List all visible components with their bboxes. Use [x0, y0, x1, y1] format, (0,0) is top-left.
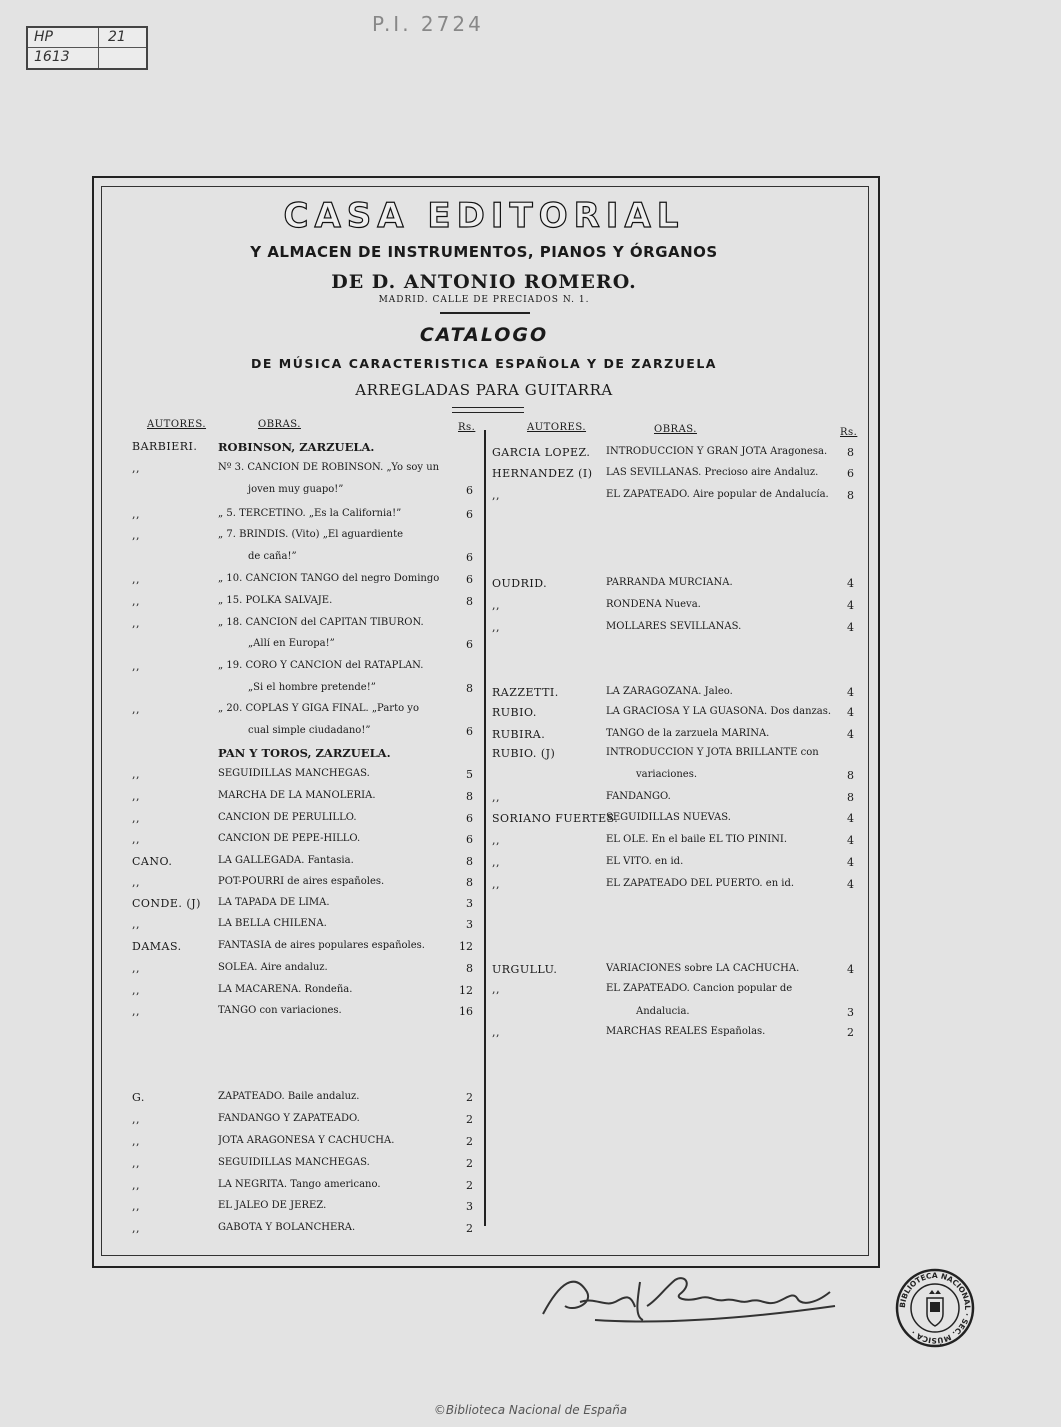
right-header-autores: AUTORES. — [527, 422, 587, 433]
catalog-author: OUDRID. — [492, 577, 548, 590]
catalog-work: ROBINSON, ZARZUELA. — [218, 440, 375, 454]
catalog-work: LA BELLA CHILENA. — [218, 918, 327, 929]
catalog-author: ,, — [132, 812, 140, 825]
catalog-work: MARCHAS REALES Españolas. — [606, 1026, 766, 1037]
catalog-price: 4 — [847, 856, 854, 869]
catalog-price: 16 — [459, 1005, 473, 1018]
catalog-author: ,, — [132, 790, 140, 803]
catalog-work: MOLLARES SEVILLANAS. — [606, 621, 742, 632]
catalog-author: ,, — [132, 660, 140, 673]
catalog-author: ,, — [132, 876, 140, 889]
catalog-price: 4 — [847, 706, 854, 719]
catalog-work: EL OLE. En el baile EL TIO PININI. — [606, 834, 788, 845]
catalog-work: LA NEGRITA. Tango americano. — [218, 1179, 381, 1190]
catalog-price: 2 — [847, 1026, 854, 1039]
catalog-author: SORIANO FUERTES. — [492, 812, 619, 825]
catalog-author: ,, — [492, 791, 500, 804]
catalog-price: 3 — [847, 1006, 854, 1019]
catalog-work: INTRODUCCION Y GRAN JOTA Aragonesa. — [606, 446, 828, 457]
catalog-author: ,, — [132, 1179, 140, 1192]
catalog-work: MARCHA DE LA MANOLERIA. — [218, 790, 376, 801]
catalog-work: ZAPATEADO. Baile andaluz. — [218, 1091, 360, 1102]
catalog-author: ,, — [492, 856, 500, 869]
catalog-work: EL ZAPATEADO DEL PUERTO. en id. — [606, 878, 795, 889]
pencil-mark: P.I. 2724 — [372, 12, 484, 36]
catalog-work: TANGO de la zarzuela MARINA. — [606, 728, 770, 739]
catalog-price: 2 — [466, 1222, 473, 1235]
catalog-price: 8 — [466, 962, 473, 975]
catalog-price: 8 — [466, 595, 473, 608]
catalog-work: LA MACARENA. Rondeña. — [218, 984, 353, 995]
catalog-price: 8 — [466, 855, 473, 868]
catalog-price: 6 — [466, 551, 473, 564]
left-header-autores: AUTORES. — [147, 419, 207, 430]
catalog-price: 8 — [847, 791, 854, 804]
catalog-price: 4 — [847, 577, 854, 590]
catalog-work: cual simple ciudadano!” — [248, 725, 371, 736]
catalog-work: TANGO con variaciones. — [218, 1005, 342, 1016]
catalog-author: ,, — [132, 833, 140, 846]
catalog-work: LA ZARAGOZANA. Jaleo. — [606, 686, 733, 697]
catalog-work: joven muy guapo!” — [248, 484, 344, 495]
catalog-work: SEGUIDILLAS MANCHEGAS. — [218, 768, 370, 779]
catalog-heading: CATALOGO — [419, 324, 549, 346]
catalog-author: ,, — [492, 834, 500, 847]
catalog-price: 4 — [847, 963, 854, 976]
catalog-author: ,, — [492, 983, 500, 996]
catalog-author: DAMAS. — [132, 940, 182, 953]
catalog-price: 6 — [466, 725, 473, 738]
catalog-price: 8 — [466, 790, 473, 803]
page-title: CASA EDITORIAL — [283, 196, 685, 236]
catalog-price: 4 — [847, 728, 854, 741]
catalog-price: 8 — [466, 876, 473, 889]
catalog-author: BARBIERI. — [132, 440, 198, 453]
catalog-work: LA GALLEGADA. Fantasia. — [218, 855, 354, 866]
catalog-author: ,, — [132, 703, 140, 716]
catalog-work: „ 10. CANCION TANGO del negro Domingo — [218, 573, 440, 584]
catalog-author: ,, — [492, 878, 500, 891]
catalog-work: VARIACIONES sobre LA CACHUCHA. — [606, 963, 800, 974]
catalog-price: 2 — [466, 1179, 473, 1192]
catalog-description: DE MÚSICA CARACTERISTICA ESPAÑOLA Y DE ZARZUELA — [251, 356, 717, 371]
catalog-work: GABOTA Y BOLANCHERA. — [218, 1222, 356, 1233]
catalog-price: 6 — [466, 484, 473, 497]
catalog-work: CANCION DE PEPE-HILLO. — [218, 833, 361, 844]
catalog-author: ,, — [492, 621, 500, 634]
catalog-author: RUBIO. — [492, 706, 537, 719]
catalog-author: RUBIO. (J) — [492, 747, 556, 760]
left-header-obras: OBRAS. — [258, 419, 301, 430]
catalog-price: 4 — [847, 686, 854, 699]
catalog-price: 2 — [466, 1091, 473, 1104]
catalog-author: CANO. — [132, 855, 173, 868]
catalog-price: 8 — [847, 446, 854, 459]
ornament-rule-2 — [452, 407, 524, 413]
catalog-work: „ 15. POLKA SALVAJE. — [218, 595, 333, 606]
catalog-work: LA TAPADA DE LIMA. — [218, 897, 330, 908]
catalog-work: POT-POURRI de aires españoles. — [218, 876, 385, 887]
catalog-price: 4 — [847, 599, 854, 612]
svg-text:BIBLIOTECA NACIONAL · SEC. MÚS: BIBLIOTECA NACIONAL · SEC. MÚSICA · — [897, 1270, 973, 1346]
right-header-rs: Rs. — [840, 427, 858, 438]
catalog-price: 4 — [847, 621, 854, 634]
catalog-work: „Si el hombre pretende!” — [248, 682, 376, 693]
catalog-author: RUBIRA. — [492, 728, 546, 741]
catalog-author: ,, — [132, 508, 140, 521]
catalog-work: LA GRACIOSA Y LA GUASONA. Dos danzas. — [606, 706, 832, 717]
catalog-price: 2 — [466, 1135, 473, 1148]
catalog-author: RAZZETTI. — [492, 686, 559, 699]
catalog-price: 4 — [847, 878, 854, 891]
shelfmark-part-2: 21 — [108, 29, 126, 45]
catalog-price: 8 — [847, 489, 854, 502]
catalog-author: ,, — [132, 1222, 140, 1235]
catalog-work: „ 5. TERCETINO. „Es la California!” — [218, 508, 402, 519]
catalog-author: ,, — [132, 1135, 140, 1148]
catalog-price: 2 — [466, 1157, 473, 1170]
shelfmark-part-3: 1613 — [34, 49, 70, 65]
catalog-work: SEGUIDILLAS MANCHEGAS. — [218, 1157, 370, 1168]
catalog-work: RONDEÑA Nueva. — [606, 599, 701, 610]
catalog-work: EL ZAPATEADO. Aire popular de Andalucía. — [606, 489, 829, 500]
catalog-price: 12 — [459, 940, 473, 953]
catalog-work: „ 7. BRINDIS. (Vito) „El aguardiente — [218, 529, 404, 540]
catalog-price: 3 — [466, 1200, 473, 1213]
catalog-work: Andalucia. — [636, 1006, 690, 1017]
catalog-author: ,, — [492, 489, 500, 502]
catalog-author: ,, — [132, 768, 140, 781]
catalog-author: GARCIA LOPEZ. — [492, 446, 591, 459]
catalog-price: 4 — [847, 812, 854, 825]
catalog-author: ,, — [132, 1113, 140, 1126]
catalog-author: URGULLU. — [492, 963, 558, 976]
shelfmark-part-1: HP — [34, 29, 53, 45]
catalog-author: ,, — [132, 573, 140, 586]
catalog-work: EL JALEO DE JEREZ. — [218, 1200, 327, 1211]
catalog-arrangement: ARREGLADAS PARA GUITARRA — [355, 381, 613, 399]
signature-image — [535, 1262, 845, 1332]
catalog-author: ,, — [492, 599, 500, 612]
catalog-price: 6 — [466, 573, 473, 586]
ornament-rule — [440, 312, 530, 314]
catalog-author: ,, — [132, 1200, 140, 1213]
catalog-author: G. — [132, 1091, 145, 1104]
catalog-work: FANTASIA de aires populares españoles. — [218, 940, 425, 951]
catalog-work: PARRANDA MURCIANA. — [606, 577, 733, 588]
catalog-price: 6 — [466, 508, 473, 521]
catalog-work: SEGUIDILLAS NUEVAS. — [606, 812, 731, 823]
left-header-rs: Rs. — [458, 422, 476, 433]
catalog-price: 2 — [466, 1113, 473, 1126]
catalog-price: 8 — [466, 682, 473, 695]
catalog-author: ,, — [132, 595, 140, 608]
right-header-obras: OBRAS. — [654, 424, 697, 435]
catalog-work: Nº 3. CANCION DE ROBINSON. „Yo soy un — [218, 462, 440, 473]
shelfmark-stamp — [26, 26, 148, 70]
catalog-author: ,, — [132, 918, 140, 931]
catalog-author: ,, — [132, 984, 140, 997]
catalog-author: CONDE. (J) — [132, 897, 201, 910]
page-subtitle: Y ALMACEN DE INSTRUMENTOS, PIANOS Y ÓRGANOS — [250, 243, 718, 261]
catalog-work: LAS SEVILLANAS. Precioso aire Andaluz. — [606, 467, 819, 478]
catalog-price: 5 — [466, 768, 473, 781]
catalog-author: HERNANDEZ (I) — [492, 467, 593, 480]
catalog-work: FANDANGO Y ZAPATEADO. — [218, 1113, 360, 1124]
catalog-work: EL VITO. en id. — [606, 856, 684, 867]
catalog-work: de caña!” — [248, 551, 297, 562]
column-divider — [484, 430, 486, 1226]
catalog-price: 3 — [466, 918, 473, 931]
catalog-work: „Allí en Europa!” — [248, 638, 335, 649]
catalog-work: PAN Y TOROS, ZARZUELA. — [218, 746, 391, 760]
library-seal-stamp — [895, 1268, 975, 1348]
catalog-price: 12 — [459, 984, 473, 997]
catalog-work: CANCION DE PERULILLO. — [218, 812, 357, 823]
catalog-price: 8 — [847, 769, 854, 782]
catalog-work: FANDANGO. — [606, 791, 671, 802]
catalog-author: ,, — [132, 1005, 140, 1018]
catalog-author: ,, — [132, 962, 140, 975]
catalog-work: EL ZAPATEADO. Cancion popular de — [606, 983, 793, 994]
catalog-work: JOTA ARAGONESA Y CACHUCHA. — [218, 1135, 395, 1146]
catalog-price: 6 — [847, 467, 854, 480]
catalog-price: 6 — [466, 812, 473, 825]
catalog-work: INTRODUCCION Y JOTA BRILLANTE con — [606, 747, 819, 758]
catalog-work: „ 19. CORO Y CANCION del RATAPLAN. — [218, 660, 424, 671]
catalog-author: ,, — [132, 617, 140, 630]
catalog-work: „ 20. COPLAS Y GIGA FINAL. „Parto yo — [218, 703, 419, 714]
catalog-work: variaciones. — [636, 769, 698, 780]
catalog-author: ,, — [132, 529, 140, 542]
publisher-address: MADRID. CALLE DE PRECIADOS N. 1. — [378, 295, 590, 305]
catalog-price: 6 — [466, 833, 473, 846]
catalog-author: ,, — [492, 1026, 500, 1039]
catalog-price: 4 — [847, 834, 854, 847]
catalog-price: 6 — [466, 638, 473, 651]
catalog-author: ,, — [132, 462, 140, 475]
copyright-credit: ©Biblioteca Nacional de España — [433, 1403, 628, 1417]
catalog-work: „ 18. CANCION del CAPITAN TIBURON. — [218, 617, 424, 628]
catalog-price: 3 — [466, 897, 473, 910]
catalog-author: ,, — [132, 1157, 140, 1170]
catalog-work: SOLEA. Aire andaluz. — [218, 962, 328, 973]
publisher-name: DE D. ANTONIO ROMERO. — [331, 271, 637, 293]
